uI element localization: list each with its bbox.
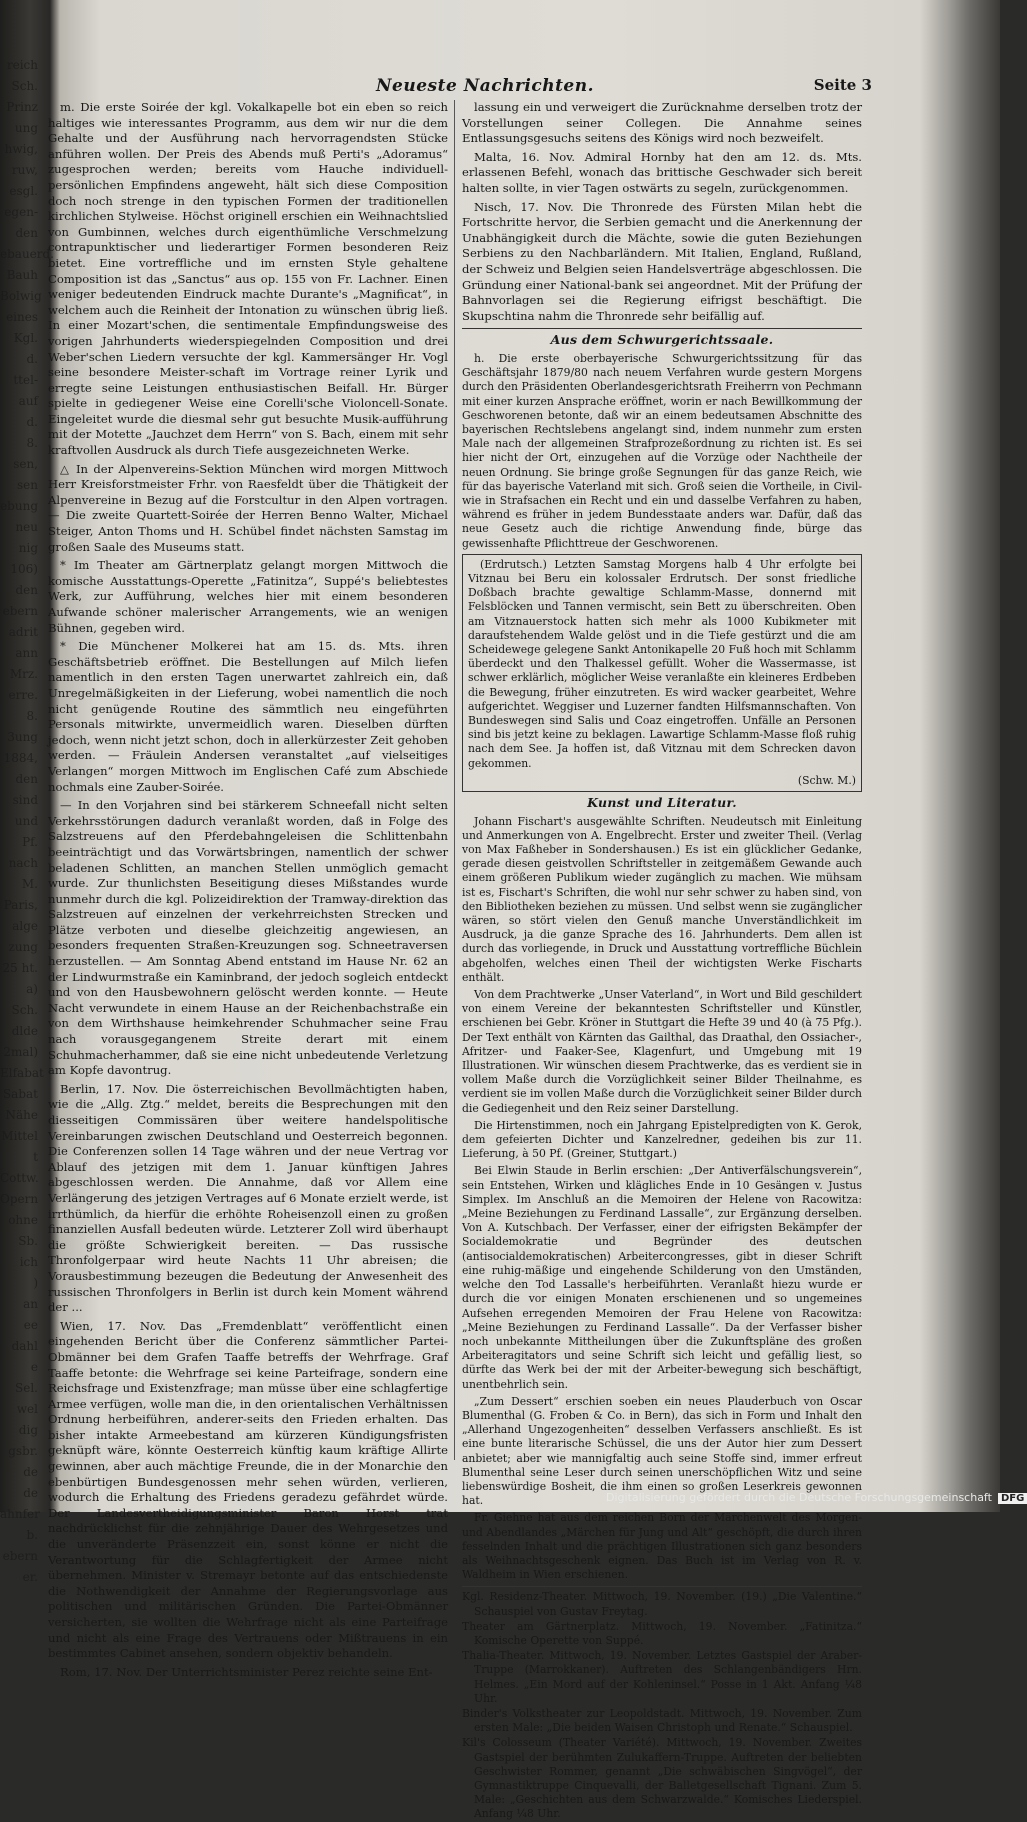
theatre-listings <box>462 1590 862 1821</box>
margin-fragment: ich <box>19 1255 38 1269</box>
margin-fragment: ruw, <box>11 163 38 177</box>
margin-fragment: Bolwig <box>0 289 42 303</box>
margin-fragment: ebauerd. <box>0 247 54 261</box>
margin-fragment: 2mal) <box>3 1045 38 1059</box>
page-header <box>48 76 878 100</box>
article-paragraph: * Im Theater am Gärtnerplatz gelangt morgen Mittwoch die komische Ausstattungs-Operette „Fatinitza“, Suppé's beliebtestes Werk, zur Aufführung, welches hier mit einem besonderen Aufwande schöner malerischer Arrangements, wie an wenigen Bühnen, gegeben wird. <box>48 558 448 635</box>
margin-fragment: b. <box>26 1528 38 1542</box>
section-heading-court: Aus dem Schwurgerichtssaale. <box>550 332 774 348</box>
article-paragraph: — In den Vorjahren sind bei stärkerem Schneefall nicht selten Verkehrsstörungen dadurch veranlaßt worden, daß in Folge des Salzstreuens auf den Pferdebahngeleisen die Schlittenbahn beeinträchtigt und das Vorwärtsbringen, namentlich der schwer beladenen Schlitten, an manchen Stellen unmöglich gemacht wurde. Zur thunlichsten Beseitigung dieses Mißstandes wurde nunmehr durch die kgl. Polizeidirektion der Tramway-direktion das Salzstreuen auf einzelnen der verkehrreichsten Strecken und Plätze verboten und dieselbe gleichzeitig angewiesen, an besonders frequenten Straßen-Kreuzungen sog. Schneetraversen herzustellen. — Am Sonntag Abend entstand im Hause Nr. 62 an der Lindwurmstraße ein Kaminbrand, der jedoch sogleich entdeckt und von den Hausbewohnern gelöscht werden konnte. — Heute Nacht verwundete in einem Hause an der Reichenbachstraße ein von dem Wirthshause heimkehrender Schuhmacher seine Frau nach vorausgegangenem Streite derart mit einem Schuhmacherhammer, daß sie eine nicht unbedeutende Verletzung am Kopfe davontrug. <box>48 798 448 1078</box>
margin-fragment: de <box>23 1486 38 1500</box>
margin-fragment: den <box>15 583 38 597</box>
margin-fragment: alge <box>12 919 38 933</box>
right-top-articles <box>462 100 862 324</box>
margin-fragment: und <box>14 814 38 828</box>
article-paragraph: lassung ein und verweigert die Zurücknahme derselben trotz der Vorstellungen seiner Collegen. Die Annahme seines Entlassungsgesuchs seitens des Königs wird noch bezweifelt. <box>462 100 862 146</box>
article-paragraph: Von dem Prachtwerke „Unser Vaterland“, in Wort und Bild geschildert von einem Vereine der bekanntesten Schriftsteller und Künstler, erschienen bei Gebr. Kröner in Stuttgart die Hefte 39 und 40 (à 75 Pfg.). Der Text enthält von Kärnten das Gailthal, das Draathal, den Ossiacher-, Afritzer- und Faaker-See, Klagenfurt, und Umgebung mit 19 Illustrationen. Wir wünschen diesem Prachtwerke, das es verdient sie in vollem Maße durch die Vorzüglichkeit seiner Bilder Theilnahme, es verdient sie im vollen Maße durch die Vorzüglichkeit seiner Bilder durch die Gediegenheit und den Reiz seiner Darstellung. <box>462 988 862 1115</box>
margin-fragment: dahl <box>11 1339 38 1353</box>
margin-fragment: Sch. <box>11 79 38 93</box>
article-paragraph: Malta, 16. Nov. Admiral Hornby hat den am 12. ds. Mts. erlassenen Befehl, wonach das brittische Geschwader sich bereit halten sollte, in vier Tagen ostwärts zu segeln, zurückgenommen. <box>462 149 862 195</box>
margin-fragment: ann <box>15 646 38 660</box>
article-paragraph: * Die Münchener Molkerei hat am 15. ds. Mts. ihren Geschäftsbetrieb eröffnet. Die Bestellungen auf Milch liefen namentlich in den ersten Tagen unerwartet zahlreich ein, daß Unregelmäßigkeiten in der Lieferung, wobei namentlich die noch nicht genügende Routine des sämmtlich neu eingeführten Personals mitwirkte, unvermeidlich waren. Dieselben dürften jedoch, wenn nicht jetzt schon, doch in allerkürzester Zeit gehoben werden. — Fräulein Andersen veranstaltet „auf vielseitiges Verlangen“ morgen Mittwoch im Englischen Café zum Abschiede nochmals eine Zauber-Soirée. <box>48 639 448 794</box>
article-paragraph: „Zum Dessert“ erschien soeben ein neues Plauderbuch von Oscar Blumenthal (G. Froben & Co. in Bern), das sich in Form und Inhalt den „Allerhand Ungezogenheiten“ desselben Verfassers anschließt. Es ist eine bunte literarische Schüssel, die uns der Autor hier zum Dessert anbietet; aber wie mannigfaltig auch seine Stoffe sind, immer erfreut Blumenthal seine Leser durch seinen unerschöpflichen Witz und seine liebenswürdige Bosheit, die ihm einen so großen Leserkreis gewonnen hat. <box>462 1394 862 1508</box>
margin-fragment: Opern <box>0 1192 39 1206</box>
margin-fragment: reich <box>6 58 38 72</box>
dfg-logo: DFG <box>998 1493 1027 1504</box>
margin-fragment: ung <box>14 121 38 135</box>
margin-fragment: ahnfer <box>0 1507 40 1521</box>
margin-fragment: Sel. <box>15 1381 38 1395</box>
margin-fragment: Sabat <box>2 1087 38 1101</box>
margin-fragment: sen, <box>13 457 38 471</box>
margin-fragment: Elfabat <box>0 1066 44 1080</box>
previous-page-margin <box>0 55 54 1584</box>
margin-fragment: ebung <box>0 499 38 513</box>
margin-fragment: nig <box>18 541 38 555</box>
margin-fragment: wel <box>16 1402 38 1416</box>
margin-fragment: ttel- <box>13 373 38 387</box>
article-paragraph: Thalia-Theater. Mittwoch, 19. November. Letztes Gastspiel der Araber-Truppe (Marrokkaner). Auftreten des Schlangenbändigers Hrn. Helmes. „Ein Mord auf der Kohleninsel.“ Posse in 1 Akt. Anfang ¼8 Uhr. <box>462 1649 862 1705</box>
margin-fragment: adrit <box>8 625 38 639</box>
margin-fragment: Paris, <box>3 898 38 912</box>
margin-fragment: zung <box>8 940 38 954</box>
margin-fragment: sind <box>12 793 38 807</box>
margin-fragment: 1884, <box>3 751 38 765</box>
column-divider <box>454 100 455 1460</box>
margin-fragment: Sch. <box>11 1003 38 1017</box>
article-paragraph: Johann Fischart's ausgewählte Schriften. Neudeutsch mit Einleitung und Anmerkungen von A. Engelbrecht. Erster und zweiter Theil. (Verlag von Max Faßheber in Sondershausen.) Es ist ein glücklicher Gedanke, gerade diesen geistvollen Schriftsteller in zeitgemäßem Gewande auch einem größeren Publikum wieder zugänglich zu machen. Wie mühsam ist es, Fischart's Schriften, die wohl nur sehr schwer zu haben sind, von den Bibliotheken beziehen zu müssen. Und selbst wenn sie zugänglicher wären, so stört vielen den Genuß manche Unverständlichkeit im Ausdruck, ja die ganze Sprache des 16. Jahrhunderts. Dem allen ist durch das vorliegende, in Druck und Ausstattung vortreffliche Büchlein abgeholfen, welches einen Theil der wichtigsten Werke Fischarts enthält. <box>462 814 862 984</box>
section-divider <box>462 328 862 329</box>
margin-fragment: an <box>23 1297 38 1311</box>
margin-fragment: d. <box>26 415 38 429</box>
article-paragraph: Kgl. Residenz-Theater. Mittwoch, 19. November. (19.) „Die Valentine.“ Schauspiel von Gustav Freytag. <box>462 1590 862 1618</box>
margin-fragment: eines <box>6 310 38 324</box>
margin-fragment: Cottw. <box>0 1171 39 1185</box>
margin-fragment: Prinz <box>6 100 38 114</box>
margin-fragment: 25 ht. <box>2 961 38 975</box>
margin-fragment: 8. <box>26 709 38 723</box>
erdrutsch-source: (Schw. M.) <box>797 773 856 787</box>
page-number: Seite 3 <box>813 76 872 94</box>
article-paragraph: Nisch, 17. Nov. Die Thronrede des Fürsten Milan hebt die Fortschritte hervor, die Serbien gemacht und die Anerkennung der Unabhängigkeit durch die Mächte, sowie die guten Beziehungen Serbiens zu den Nachbarländern. Mit Italien, England, Rußland, der Schweiz und Belgien seien Handelsverträge abgeschlossen. Die Gründung einer National-bank sei angeordnet. Mit der Prüfung der Bahnvorlagen sei die Regierung eifrigst beschäftigt. Die Skupschtina nahm die Thronrede sehr beifällig auf. <box>462 199 862 323</box>
margin-fragment: sen <box>17 478 38 492</box>
margin-fragment: ee <box>23 1318 38 1332</box>
section-divider-theatre <box>462 1586 862 1587</box>
article-paragraph: Die Hirtenstimmen, noch ein Jahrgang Epistelpredigten von K. Gerok, dem gefeierten Dichter und Kanzelredner, gedeihen bis zur 11. Lieferung, à 50 Pf. (Greiner, Stuttgart.) <box>462 1118 862 1161</box>
article-paragraph: Wien, 17. Nov. Das „Fremdenblatt“ veröffentlicht einen eingehenden Bericht über die Conferenz sämmtlicher Partei-Obmänner bei dem Grafen Taaffe betreffs der Wehrfrage. Graf Taaffe betonte: die Wehrfrage sei keine Parteifrage, sondern eine Reichsfrage und Existenzfrage; man müsse über eine schlagfertige Armee verfügen, wolle man die, in den orientalischen Verhältnissen Ordnung herbeiführen, anderer-seits den Frieden erhalten. Das bisher intakte Armeebestand am kürzeren Kündigungsfristen geknüpft wäre, könnte Oesterreich künftig kaum kräftige Allirte gewinnen, aber auch mächtige Freunde, die in der Monarchie den ebenbürtigen Bundesgenossen mehr sehen würden, verlieren, wodurch die Erhaltung des Friedens geradezu gefährdet würde. Der Landesvertheidigungsminister Baron Horst trat nachdrücklichst für die zehnjährige Dauer des Wehrgesetzes und die unveränderte Präsenzzeit ein, sonst könne er nicht die Verantwortung für die Schlagfertigkeit der Armee nicht übernehmen. Minister v. Stremayr betonte auf das entschiedenste die Nothwendigkeit der Annahme der Regierungsvorlage aus politischen und militärischen Gründen. Die Partei-Obmänner versicherten, sie wollten die Wehrfrage nicht als eine Parteifrage und nicht als eine Frage des Vertrauens oder Mißtrauens in ein bestimmtes Cabinet ansehen, sondern objektiv behandeln. <box>48 1318 448 1661</box>
margin-fragment: M. <box>21 877 38 891</box>
article-paragraph: Kil's Colosseum (Theater Variété). Mittwoch, 19. November. Zweites Gastspiel der berühmten Zulukaffern-Truppe. Auftreten der beliebten Geschwister Rommer, genannt „Die schwäbischen Singvögel“, der Gymnastiktruppe Cinquevalli, der Balletgesellschaft Tignani. Zum 5. Male: „Geschichten aus dem Schwarzwalde.“ Komisches Liederspiel. Anfang ¼8 Uhr. <box>462 1736 862 1821</box>
margin-fragment: nach <box>8 856 38 870</box>
article-paragraph: Theater am Gärtnerplatz. Mittwoch, 19. November. „Fatinitza.“ Komische Operette von Suppé. <box>462 1619 862 1647</box>
erdrutsch-box <box>462 554 862 792</box>
margin-fragment: e <box>30 1360 38 1374</box>
article-paragraph: Binder's Volkstheater zur Leopoldstadt. Mittwoch, 19. November. Zum ersten Male: „Die beiden Waisen Christoph und Renate.“ Schauspiel. <box>462 1706 862 1735</box>
digitization-footer <box>606 1491 1027 1504</box>
margin-fragment: erre. <box>8 688 38 702</box>
left-column <box>48 100 448 1679</box>
margin-fragment: ) <box>33 1276 38 1290</box>
newspaper-title: Neueste Nachrichten. <box>376 76 595 96</box>
margin-fragment: er. <box>22 1570 38 1584</box>
article-paragraph: △ In der Alpenvereins-Sektion München wird morgen Mittwoch Herr Kreisforstmeister Frhr. von Raesfeldt über die Thätigkeit der Alpenvereine in Bezug auf die Forstcultur in den Alpen vortragen. — Die zweite Quartett-Soirée der Herren Benno Walter, Michael Steiger, Anton Thoms und H. Schübel findet nächsten Samstag im großen Saale des Museums statt. <box>48 461 448 554</box>
margin-fragment: Sb. <box>18 1234 38 1248</box>
article-paragraph: Bei Elwin Staude in Berlin erschien: „Der Antiverfälschungsverein“, sein Entstehen, Wirken und klägliches Ende in 10 Gesängen v. Justus Simplex. Im Anschluß an die Memoiren der Helene von Racowitza: „Meine Beziehungen zu Ferdinand Lassalle“, zur Ergänzung derselben. Von A. Kutschbach. Der Verfasser, einer der eifrigsten Bekämpfer der Socialdemokratie und Begründer des deutschen (antisocialdemokratischen) Arbeitercongresses, gibt in dieser Schrift eine ruhig-mäßige und eingehende Schilderung von den Umständen, welche den Tod Lassalle's herbeiführten. Veranlaßt hiezu wurde er durch die vor einigen Monaten erschienenen und so ungemeines Aufsehen erregenden Memoiren der Frau Helene von Racowitza: „Meine Beziehungen zu Ferdinand Lassalle“. Da der Verfasser bisher noch unbekannte Mittheilungen über die Zukunftspläne des großen Arbeiteragitators und seine Schrift sich leicht und gefällig liest, so dürfte das Werk bei der mit der Arbeiter-bewegung sich beschäftigt, unentbehrlich sein. <box>462 1164 862 1391</box>
margin-fragment: dlde <box>11 1024 38 1038</box>
margin-fragment: dig <box>18 1423 38 1437</box>
margin-fragment: Bauh <box>6 268 38 282</box>
margin-fragment: hwig, <box>4 142 38 156</box>
article-paragraph: Rom, 17. Nov. Der Unterrichtsminister Perez reichte seine Ent- <box>60 1664 433 1679</box>
margin-fragment: Kgl. <box>13 331 38 345</box>
margin-fragment: 3ung <box>7 730 38 744</box>
footer-text: Digitalisierung gefördert durch die Deutsche Forschungsgemeinschaft <box>606 1491 992 1504</box>
section-heading-literature: Kunst und Literatur. <box>587 795 737 810</box>
margin-fragment: auf <box>18 394 38 408</box>
margin-fragment: esgl. <box>9 184 38 198</box>
margin-fragment: ebern <box>2 604 38 618</box>
margin-fragment: d. <box>26 352 38 366</box>
margin-fragment: egen- <box>4 205 38 219</box>
margin-fragment: neu <box>15 520 38 534</box>
margin-fragment: Nähe <box>5 1108 38 1122</box>
article-paragraph: m. Die erste Soirée der kgl. Vokalkapelle bot ein eben so reich haltiges wie interessantes Programm, aus dem wir nur die dem Gehalte und der Ausführung nach hervorragendsten Stücke anführen wollen. Der Preis des Abends muß Perti's „Adoramus“ zugesprochen werden; bereits vom Hauche individuell-persönlichen Empfindens angeweht, hält sich diese Composition doch noch strenge in den typischen Formen der traditionellen kirchlichen Stylweise. Höchst originell erschien ein Weihnachtslied von Gumbinnen, welches durch eigenthümliche Verschmelzung contrapunktischer und liederartiger Formen besonderen Reiz bietet. Eine vortreffliche und im ernsten Style gehaltene Composition ist das „Sanctus“ aus op. 155 von Fr. Lachner. Einen weniger bedeutenden Eindruck machte Durante's „Magnificat“, in welchem auch die Reinheit der Intonation zu wünschen übrig ließ. In einer Mozart'schen, die sentimentale Empfindungsweise des vorigen Jahrhunderts wiederspiegelnden Composition und drei Weber'schen Liedern versuchte der kgl. Kammersänger Hr. Vogl seine besondere Meister-schaft im Vortrage reiner Lyrik und erregte seine Leistungen enthusiastischen Beifall. Hr. Bürger spielte in gediegener Weise eine Corelli'sche Violoncell-Sonate. Eingeleitet wurde die diesmal sehr gut besuchte Musik-aufführung mit der Motette „Jauchzet dem Herrn“ von S. Bach, einem mit sehr kraftvollen Ausdruck als durch Tiefe ausgezeichneten Werke. <box>48 100 448 458</box>
article-paragraph: Berlin, 17. Nov. Die österreichischen Bevollmächtigten haben, wie die „Allg. Ztg.“ meldet, bereits die Besprechungen mit den diesseitigen Commissären über weitere handelspolitische Vereinbarungen zwischen Deutschland und Oesterreich begonnen. Die Conferenzen sollen 14 Tage währen und der neue Vertrag vor Ablauf des jetzigen mit dem 1. Januar künftigen Jahres abgeschlossen werden. Die Annahme, daß vor Allem eine Verlängerung des jetzigen Vertrages auf 6 Monate erzielt werde, ist irrthümlich, da hierfür die erhöhte Roheisenzoll einen zu großen finanziellen Ausfall bedeuten würde. Letzterer Zoll wird überhaupt die größte Schwierigkeit bereiten. — Das russische Thronfolgerpaar wird heute Nachts 11 Uhr abreisen; die Vorausbestimmung bezeugen die Bedeutung der Anwesenheit des russischen Thronfolgers in Berlin ist durch kein Moment während der ... <box>48 1081 448 1315</box>
margin-fragment: Mittel <box>1 1129 38 1143</box>
margin-fragment: Mrz. <box>9 667 38 681</box>
court-article: h. Die erste oberbayerische Schwurgerichtssitzung für das Geschäftsjahr 1879/80 nach neuem Verfahren wurde gestern Morgens durch den Präsidenten Oberlandesgerichtsrath Freiherrn von Pechmann mit einer kurzen Ansprache eröffnet, worin er nach Bewillkommung der Geschworenen betonte, daß wir an einem bedeutsamen Abschnitte des bayerischen Rechtslebens angelangt sind, indem nunmehr zum ersten Male nach der allgemeinen Strafprozeßordnung zu richten ist. Es sei hier nicht der Ort, einzugehen auf die Vorzüge oder Nachtheile der neuen Ordnung. Sie bringe große Segnungen für das ganze Reich, wie für das bayerische Vaterland mit sich. Groß seien die Vortheile, in Civil- wie in Strafsachen ein Recht und ein und dasselbe Verfahren zu haben, während es früher in jedem Bundesstaate anders war. Dafür, daß das neue Gesetz auch die richtige Anwendung finde, bürge das gewissenhafte Pflichttreue der Geschworenen. <box>462 351 862 550</box>
margin-fragment: den <box>15 772 38 786</box>
erdrutsch-article: (Erdrutsch.) Letzten Samstag Morgens halb 4 Uhr erfolgte bei Vitznau bei Beru ein kolossaler Erdrutsch. Der sonst friedliche Doßbach brachte gewaltige Schlamm-Masse, donnernd mit Felsblöcken und Tannen vermischt, sein Bett zu überschreiten. Oben am Vitznauerstock hatten sich mehr als 1000 Kubikmeter mit daraufstehendem Walde gelöst und in die Tiefe gestürzt und die am Scheidewege gelegene Sankt Antonikapelle 20 Fuß hoch mit Schlamm überdeckt und den Thalkessel gefüllt. Woher die Wassermasse, ist schwer erklärlich, möglicher Weise veranlaßte ein kleineres Erdbeben die Bewegung, früher einzutreten. Es wird wacker gearbeitet, Wehre aufgerichtet. Weggiser und Luzerner fandten Hilfsmannschaften. Von Bundeswegen sind Salis und Coaz eingetroffen. Unfälle an Personen sind bis jetzt keine zu beklagen. Lawartige Schlamm-Masse floß ruhig nach dem See. Ja hoffen ist, daß Vitznau mit dem Schrecken davon gekommen. <box>468 557 856 770</box>
literature-list <box>462 815 862 1583</box>
margin-fragment: de <box>23 1465 38 1479</box>
margin-fragment: gsbr. <box>8 1444 38 1458</box>
margin-fragment: 8. <box>26 436 38 450</box>
margin-fragment: ebern <box>2 1549 38 1563</box>
article-paragraph: Fr. Giehne hat aus dem reichen Born der Märchenwelt des Morgen- und Abendlandes „Märchen für Jung und Alt“ geschöpft, die durch ihren fesselnden Inhalt und die prächtigen Illustrationen sich ganz besonders als Weihnachtsgeschenk eignen. Das Buch ist im Verlag von R. v. Waldheim in Wien erschienen. <box>462 1511 862 1582</box>
margin-fragment: t <box>33 1150 38 1164</box>
margin-fragment: a) <box>26 982 38 996</box>
margin-fragment: den <box>15 226 38 240</box>
margin-fragment: Pf. <box>22 835 38 849</box>
margin-fragment: ohne <box>8 1213 38 1227</box>
margin-fragment: 106) <box>10 562 38 576</box>
